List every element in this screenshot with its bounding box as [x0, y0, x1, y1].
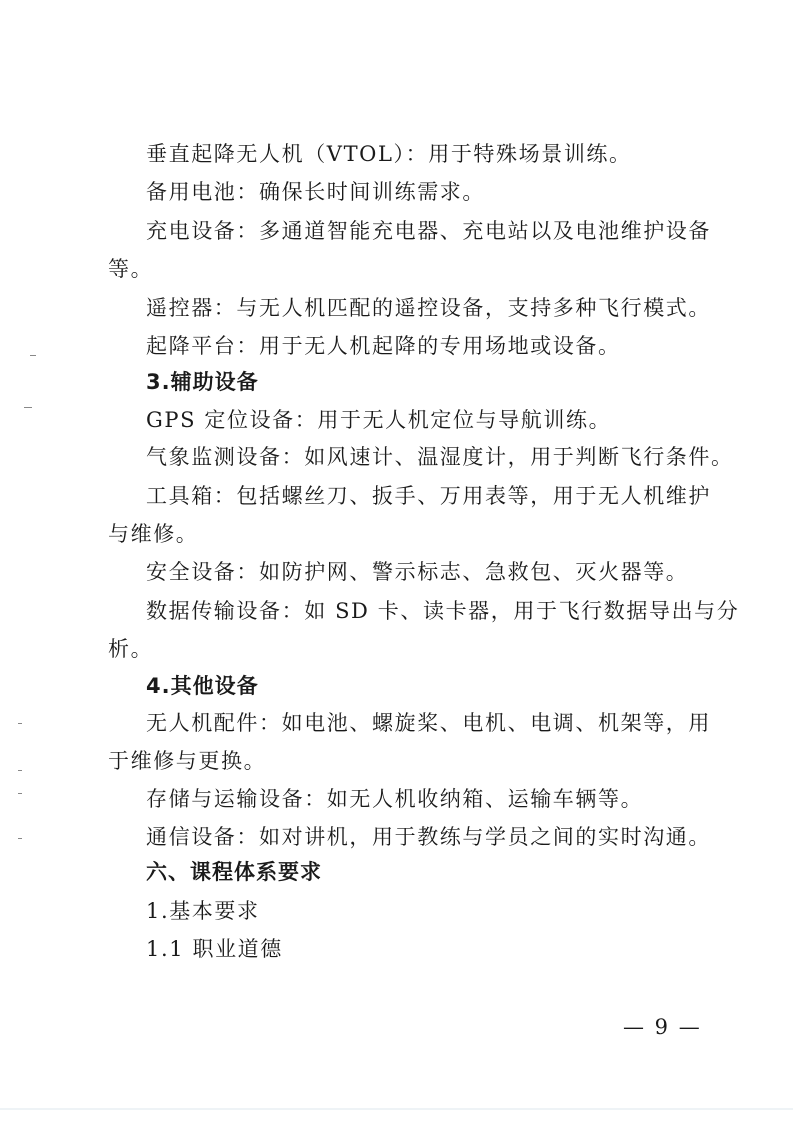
- paragraph-storage: 存储与运输设备：如无人机收纳箱、运输车辆等。: [146, 787, 644, 811]
- chapter-heading-curriculum: 六、课程体系要求: [146, 860, 322, 884]
- scan-mark: [30, 355, 36, 356]
- paragraph-remote-controller: 遥控器：与无人机匹配的遥控设备，支持多种飞行模式。: [146, 296, 711, 320]
- paragraph-charging-equipment-cont: 等。: [108, 257, 154, 281]
- subheading-basic-requirements: 1.基本要求: [146, 899, 260, 923]
- paragraph-landing-platform: 起降平台：用于无人机起降的专用场地或设备。: [146, 334, 621, 358]
- page-number: — 9 —: [623, 1015, 702, 1039]
- paragraph-toolbox-cont: 与维修。: [108, 522, 199, 546]
- scan-mark: [18, 838, 22, 839]
- paragraph-data-transfer-cont: 析。: [108, 637, 154, 661]
- paragraph-data-transfer: 数据传输设备：如 SD 卡、读卡器，用于飞行数据导出与分: [146, 599, 740, 623]
- paragraph-safety: 安全设备：如防护网、警示标志、急救包、灭火器等。: [146, 560, 689, 584]
- paragraph-charging-equipment: 充电设备：多通道智能充电器、充电站以及电池维护设备: [146, 219, 711, 243]
- paragraph-accessories-cont: 于维修与更换。: [108, 749, 267, 773]
- scan-mark: [18, 723, 22, 724]
- scan-mark: [24, 407, 32, 408]
- section-heading-auxiliary: 3.辅助设备: [146, 370, 259, 394]
- scan-bottom-edge: [0, 1108, 793, 1110]
- paragraph-weather: 气象监测设备：如风速计、温湿度计，用于判断飞行条件。: [146, 445, 734, 469]
- paragraph-accessories: 无人机配件：如电池、螺旋桨、电机、电调、机架等，用: [146, 711, 711, 735]
- paragraph-spare-battery: 备用电池：确保长时间训练需求。: [146, 180, 485, 204]
- scan-mark: [18, 793, 22, 794]
- section-heading-other: 4.其他设备: [146, 674, 259, 698]
- paragraph-toolbox: 工具箱：包括螺丝刀、扳手、万用表等，用于无人机维护: [146, 484, 711, 508]
- subheading-professional-ethics: 1.1 职业道德: [146, 937, 283, 961]
- paragraph-communication: 通信设备：如对讲机，用于教练与学员之间的实时沟通。: [146, 825, 711, 849]
- paragraph-vtol: 垂直起降无人机（VTOL）：用于特殊场景训练。: [146, 142, 632, 166]
- paragraph-gps: GPS 定位设备：用于无人机定位与导航训练。: [146, 408, 612, 432]
- scan-mark: [18, 770, 22, 771]
